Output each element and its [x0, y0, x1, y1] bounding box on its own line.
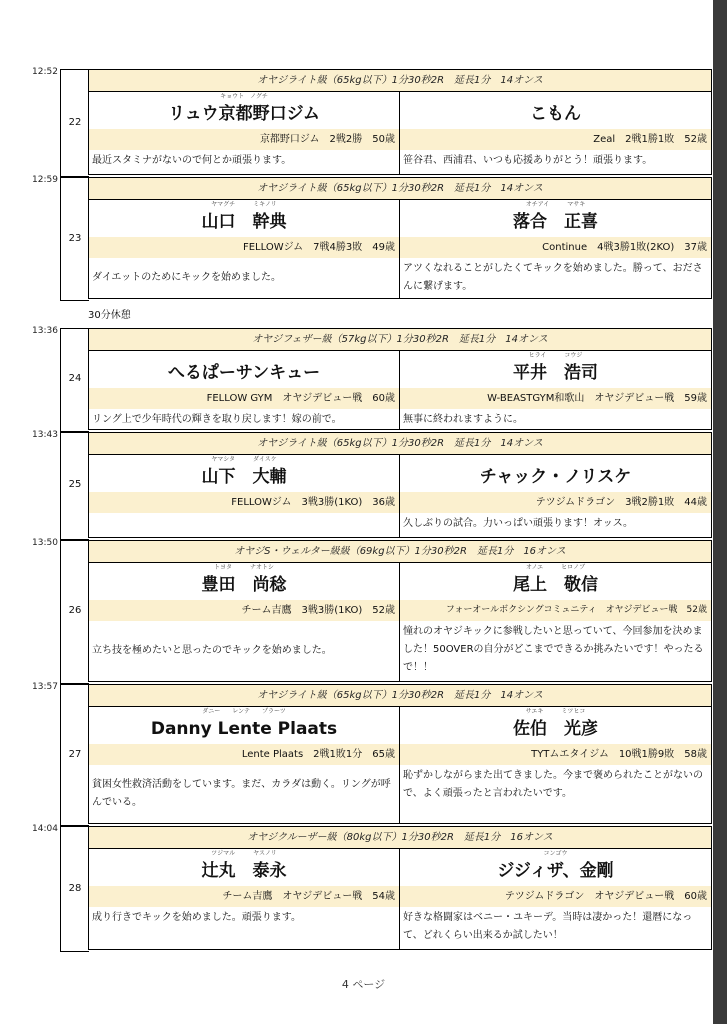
- name-reading: サエキ ミツヒコ: [525, 708, 586, 715]
- bout-card: [88, 826, 712, 950]
- bout-number-cell: [60, 69, 89, 177]
- name-reading: [89, 351, 399, 361]
- page-edge: [713, 0, 727, 1024]
- fighter-comment: 無事に終われますように。: [403, 414, 523, 425]
- fighter-record: 京都野口ジム 2戦2勝 50歳: [89, 129, 399, 150]
- fighter-left: [89, 92, 400, 174]
- fighter-comment: [89, 513, 399, 537]
- bout-number-cell: [60, 328, 89, 432]
- fighter-right: [400, 455, 711, 537]
- fighter-comment: ダイエットのためにキックを始めました。: [92, 272, 281, 283]
- bout-card: [88, 177, 712, 299]
- bout-number-cell: [60, 540, 89, 684]
- bout-number: 26: [68, 605, 82, 616]
- bout-time: 13:57: [32, 682, 58, 692]
- fighter-comment: アツくなれることがしたくてキックを始めました。勝って、おださんに繋げます。: [403, 263, 703, 292]
- fighter-name: 佐伯 光彦: [513, 719, 598, 739]
- bout-class: オヤジライト級（65kg以下）1分30秒2R 延長1分 14オンス: [89, 178, 711, 200]
- name-reading: オノエ ヒロノブ: [525, 564, 586, 571]
- fighter-name: 辻丸 泰永: [201, 861, 287, 881]
- bout-class: オヤジフェザー級（57kg以下）1分30秒2R 延長1分 14オンス: [89, 329, 711, 351]
- fighter-name: 平井 浩司: [513, 363, 598, 383]
- bout-class: オヤジライト級（65kg以下）1分30秒2R 延長1分 14オンス: [89, 70, 711, 92]
- bout-class: オヤジライト級（65kg以下）1分30秒2R 延長1分 14オンス: [89, 685, 711, 707]
- bout-card: [88, 684, 712, 824]
- bout-time: 12:52: [32, 67, 58, 77]
- fighter-right: [400, 849, 711, 949]
- bout-time: 14:04: [32, 824, 58, 834]
- name-reading: ヤマグチ ミキノリ: [211, 201, 277, 208]
- fighter-name: 豊田 尚稔: [201, 575, 287, 595]
- name-reading: [400, 92, 711, 102]
- bout-time: 13:50: [32, 538, 58, 548]
- fighter-comment: 笹谷君、西浦君、いつも応援ありがとう！頑張ります。: [403, 155, 653, 166]
- fighter-record: FELLOWジム 3戦3勝(1KO) 36歳: [89, 492, 399, 513]
- fighter-comment: 恥ずかしながらまた出てきました。今まで褒められたことがないので、よく頑張ったと言われたいです。: [403, 770, 703, 799]
- bout-time: 13:36: [32, 326, 58, 336]
- page-number: 4 ページ: [341, 978, 386, 991]
- fighter-record: チーム吉鷹 オヤジデビュー戦 54歳: [89, 886, 399, 907]
- break-label: 30分休憩: [88, 310, 131, 321]
- name-reading: ツジマル ヤスノリ: [211, 850, 277, 857]
- fighter-record: FELLOW GYM オヤジデビュー戦 60歳: [89, 388, 399, 409]
- fighter-name: 山口 幹典: [201, 212, 287, 232]
- fighter-right: [400, 563, 711, 681]
- fighter-comment: 貧困女性救済活動をしています。まだ、カラダは動く。リングが呼んでいる。: [92, 779, 391, 808]
- fighter-comment: 最近スタミナがないので何とか頑張ります。: [92, 155, 292, 166]
- fighter-comment: 立ち技を極めたいと思ったのでキックを始めました。: [92, 645, 332, 656]
- fighter-right: [400, 200, 711, 298]
- fighter-right: [400, 707, 711, 823]
- name-reading: ヤマシタ ダイスケ: [211, 456, 277, 463]
- fighter-comment: 久しぶりの試合。力いっぱい頑張ります！オッス。: [403, 518, 633, 529]
- bout-class: オヤジライト級（65kg以下）1分30秒2R 延長1分 14オンス: [89, 433, 711, 455]
- fighter-name: 尾上 敬信: [513, 575, 598, 595]
- fighter-record: W-BEASTGYM和歌山 オヤジデビュー戦 59歳: [400, 388, 711, 409]
- bout-number: 28: [68, 883, 82, 894]
- bout-time: 12:59: [32, 175, 58, 185]
- bout-number-cell: [60, 684, 89, 826]
- fighter-record: テツジムドラゴン オヤジデビュー戦 60歳: [400, 886, 711, 907]
- fighter-name: こもん: [530, 104, 581, 124]
- fighter-left: [89, 707, 400, 823]
- name-reading: トヨタ ナオトシ: [214, 564, 274, 571]
- fighter-name: 山下 大輔: [201, 467, 287, 487]
- fighter-name: リュウ京都野口ジム: [168, 104, 320, 124]
- name-reading: ヒライ コウジ: [528, 352, 583, 359]
- bout-class: オヤジクルーザー級（80kg以下）1分30秒2R 延長1分 16オンス: [89, 827, 711, 849]
- fighter-name: 落合 正喜: [513, 212, 598, 232]
- bout-class: オヤジS・ウェルター級級（69kg以下）1分30秒2R 延長1分 16オンス: [89, 541, 711, 563]
- fighter-record: フォーオールボクシングコミュニティ オヤジデビュー戦 52歳: [400, 600, 711, 621]
- fighter-name: ジジィザ、金剛: [497, 861, 614, 881]
- bout-number-cell: [60, 826, 89, 952]
- fighter-comment: 好きな格闘家はベニー・ユキーデ。当時は凄かった！還暦になって、どれくらい出来るか試したい！: [403, 912, 693, 941]
- bout-number-cell: [60, 177, 89, 301]
- name-reading: [400, 455, 711, 465]
- fighter-record: チーム吉鷹 3戦3勝(1KO) 52歳: [89, 600, 399, 621]
- bout-number: 25: [68, 479, 82, 490]
- bout-number-cell: [60, 432, 89, 540]
- fighter-comment: リング上で少年時代の輝きを取り戻します！嫁の前で。: [92, 414, 342, 425]
- fighter-name: へるぱーサンキュー: [167, 363, 321, 383]
- fighter-comment: 成り行きでキックを始めました。頑張ります。: [92, 912, 301, 923]
- bout-time: 13:43: [32, 430, 58, 440]
- fighter-record: Lente Plaats 2戦1敗1分 65歳: [89, 744, 399, 765]
- fighter-left: [89, 351, 400, 429]
- fighter-record: FELLOWジム 7戦4勝3敗 49歳: [89, 237, 399, 258]
- bout-number: 24: [68, 373, 82, 384]
- fighter-record: Continue 4戦3勝1敗(2KO) 37歳: [400, 237, 711, 258]
- bout-card: [88, 540, 712, 682]
- fighter-left: [89, 455, 400, 537]
- fighter-record: TYTムエタイジム 10戦1勝9敗 58歳: [400, 744, 711, 765]
- bout-number: 27: [68, 749, 82, 760]
- fighter-left: [89, 563, 400, 681]
- name-reading: キョウト ノグチ: [220, 93, 268, 100]
- fighter-left: [89, 200, 400, 298]
- fighter-left: [89, 849, 400, 949]
- fighter-right: [400, 92, 711, 174]
- fighter-record: Zeal 2戦1勝1敗 52歳: [400, 129, 711, 150]
- bout-card: [88, 328, 712, 430]
- name-reading: ダニー レンテ プラーツ: [202, 708, 286, 715]
- fighter-comment: 憧れのオヤジキックに参戦したいと思っていて、今回参加を決めました！50OVERの自分がどこまでできるか挑みたいです！やったるで！！: [403, 626, 704, 673]
- fighter-right: [400, 351, 711, 429]
- bout-number: 23: [68, 233, 82, 244]
- bout-number: 22: [68, 117, 82, 128]
- bout-card: [88, 432, 712, 538]
- fighter-name: Danny Lente Plaats: [150, 719, 338, 739]
- fighter-record: テツジムドラゴン 3戦2勝1敗 44歳: [400, 492, 711, 513]
- name-reading: オチアイ マサキ: [525, 201, 586, 208]
- name-reading: コンゴウ: [543, 850, 568, 857]
- bout-card: [88, 69, 712, 175]
- fighter-name: チャック・ノリスケ: [479, 467, 632, 487]
